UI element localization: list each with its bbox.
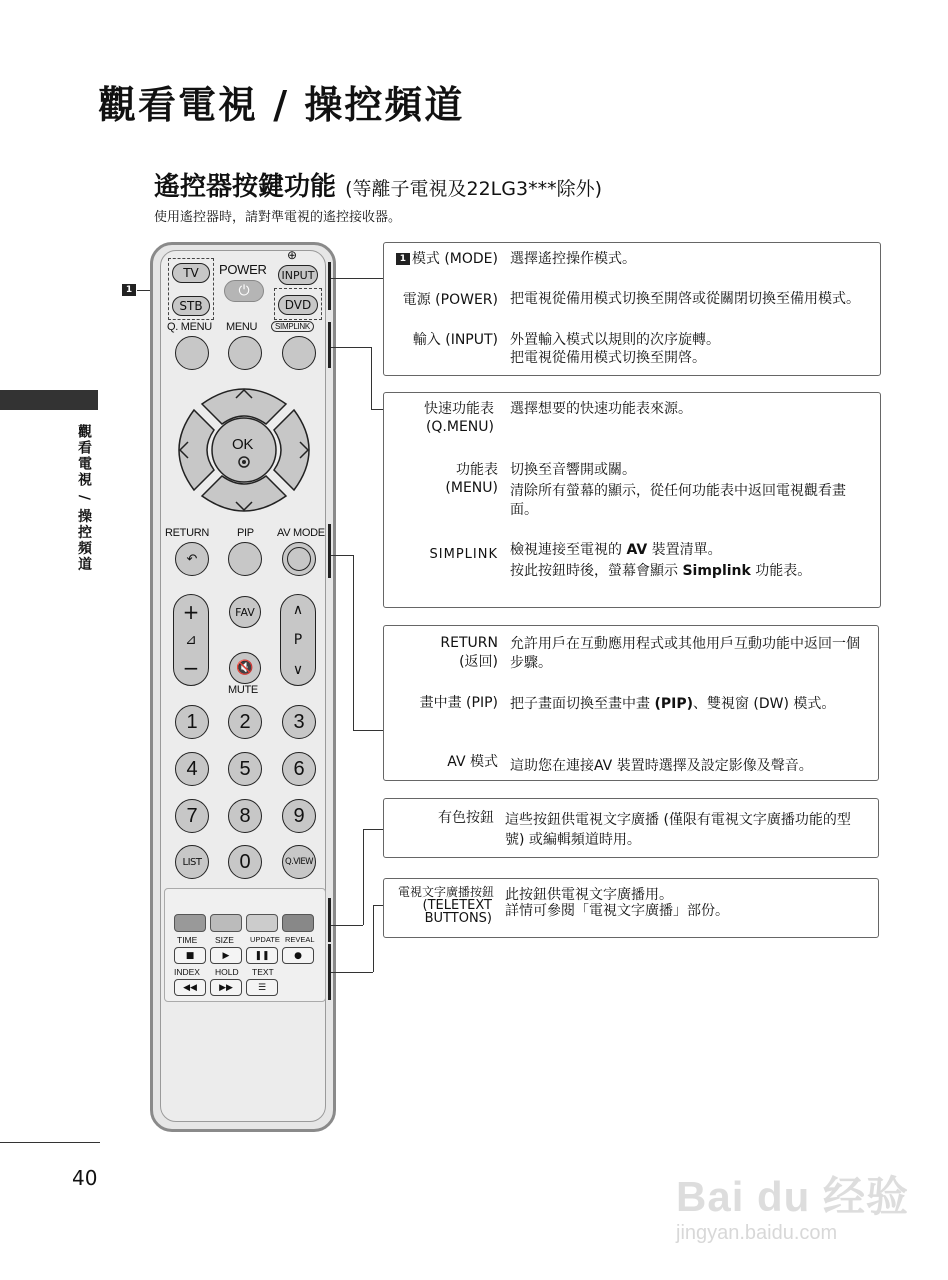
hold-label: HOLD <box>215 967 239 977</box>
input-desc-2: 把電視從備用模式切換至開啓。 <box>510 350 706 366</box>
simplink-desc-1 <box>510 542 880 559</box>
num-0-button[interactable]: 0 <box>228 845 262 879</box>
simplink-desc-1a: 檢視連接至電視的 <box>510 542 627 558</box>
return-icon: ↶ <box>186 551 198 567</box>
simplink-desc-1c: 裝置清單。 <box>647 542 722 558</box>
update-button[interactable] <box>246 947 278 964</box>
input-icon: ⊕ <box>287 248 297 262</box>
page-title: 觀看電視 / 操控頻道 <box>98 83 465 127</box>
list-button[interactable]: LIST <box>175 845 209 879</box>
qmenu-label: Q. MENU <box>167 321 212 333</box>
teletext-box-label-1: 電視文字廣播按鈕 <box>397 885 494 899</box>
bracket-bar-2 <box>328 322 331 368</box>
simplink-button[interactable] <box>282 336 316 370</box>
mute-label: MUTE <box>228 684 258 696</box>
simplink-desc-2c: 功能表。 <box>750 563 812 579</box>
connector-line <box>363 829 383 830</box>
program-rocker[interactable] <box>280 594 316 686</box>
simplink-desc-1b: AV <box>626 542 648 558</box>
program-label: P <box>293 632 303 648</box>
qmenu-box-label-1: 快速功能表 <box>424 401 494 417</box>
time-label: TIME <box>177 935 198 945</box>
fast-forward-icon: ▶▶ <box>219 982 233 993</box>
simplink-box-label: SIMPLINK <box>429 547 498 562</box>
menu-box-label-2: (MENU) <box>445 480 498 496</box>
connector-line <box>373 905 374 972</box>
pip-desc-a: 把子畫面切換至畫中畫 <box>510 696 655 712</box>
connector-line <box>331 278 383 279</box>
fav-button[interactable]: FAV <box>229 596 261 628</box>
input-desc-1: 外置輸入模式以規則的次序旋轉。 <box>510 332 720 348</box>
mode-label <box>388 251 498 268</box>
num-3-button[interactable]: 3 <box>282 705 316 739</box>
text-icon: ☰ <box>257 982 267 993</box>
ok-icon-dot <box>242 460 246 464</box>
simplink-label: SIMPLINK <box>271 321 314 332</box>
qmenu-button[interactable] <box>175 336 209 370</box>
pip-desc-b: (PIP) <box>654 696 693 712</box>
red-button[interactable] <box>174 914 206 932</box>
bottom-rule <box>0 1142 100 1143</box>
menu-desc-2: 清除所有螢幕的顯示，從任何功能表中返回電視觀看畫面。 <box>510 483 846 518</box>
pip-label: PIP <box>237 527 254 539</box>
bracket-bar-4 <box>328 898 331 942</box>
num-9-button[interactable]: 9 <box>282 799 316 833</box>
num-4-button[interactable]: 4 <box>175 752 209 786</box>
ok-label: OK <box>232 436 254 453</box>
dpad-left-button[interactable] <box>179 410 214 490</box>
pip-desc <box>510 695 850 714</box>
side-chapter-label: 觀看電視 / 操控頻道 <box>76 424 92 573</box>
teletext-desc-1: 此按鈕供電視文字廣播用。 <box>505 887 673 903</box>
menu-desc-1: 切換至音響開或關。 <box>510 462 636 478</box>
num-5-button[interactable]: 5 <box>228 752 262 786</box>
mute-button[interactable] <box>229 652 261 684</box>
green-button[interactable] <box>210 914 242 932</box>
color-box-label: 有色按鈕 <box>438 810 494 826</box>
simplink-desc-2a: 按此按鈕時後，螢幕會顯示 <box>510 563 683 579</box>
num-7-button[interactable]: 7 <box>175 799 209 833</box>
mode-desc: 選擇遙控操作模式。 <box>510 251 636 267</box>
callout-marker-1: 1 <box>122 284 136 296</box>
program-up-icon: ∧ <box>292 602 304 618</box>
update-label: UPDATE <box>250 935 280 944</box>
watermark-logo: Bai du 经验 <box>676 1173 910 1220</box>
volume-down-icon: − <box>182 656 200 680</box>
pip-box-label: 畫中畫 (PIP) <box>419 695 498 711</box>
num-1-button[interactable]: 1 <box>175 705 209 739</box>
connector-line <box>331 347 371 348</box>
hold-button[interactable] <box>210 979 242 996</box>
power-box-label: 電源 (POWER) <box>402 292 498 308</box>
dvd-button[interactable]: DVD <box>278 295 318 315</box>
qmenu-box-label-2: (Q.MENU) <box>425 419 494 435</box>
power-button[interactable] <box>224 280 264 302</box>
bracket-bar-1 <box>328 262 331 310</box>
input-box-label: 輸入 (INPUT) <box>412 332 498 348</box>
connector-line <box>331 555 353 556</box>
tv-button[interactable]: TV <box>172 263 210 283</box>
size-button[interactable] <box>210 947 242 964</box>
pip-desc-c: 、雙視窗 (DW) 模式。 <box>692 696 836 712</box>
connector-line <box>353 555 354 730</box>
avmode-button[interactable] <box>282 542 316 576</box>
side-tab-bar <box>0 390 98 410</box>
section-title <box>154 166 602 203</box>
return-desc: 允許用戶在互動應用程式或其他用戶互動功能中返回一個步驟。 <box>510 636 860 671</box>
mode-label-text: 模式 (MODE) <box>411 251 498 267</box>
yellow-button[interactable] <box>246 914 278 932</box>
play-icon: ▶ <box>222 950 230 961</box>
volume-icon: ⊿ <box>185 632 197 648</box>
connector-line <box>353 730 383 731</box>
color-desc: 這些按鈕供電視文字廣播 (僅限有電視文字廣播功能的型號) 或編輯頻道時用。 <box>505 812 851 848</box>
blue-button[interactable] <box>282 914 314 932</box>
menu-label: MENU <box>226 321 258 333</box>
rewind-icon: ◀◀ <box>183 982 197 993</box>
record-icon: ● <box>294 950 302 961</box>
watermark-url: jingyan.baidu.com <box>676 1222 838 1244</box>
connector-line <box>363 829 364 925</box>
text-label: TEXT <box>252 967 274 977</box>
index-button[interactable] <box>174 979 206 996</box>
power-icon: ⏻ <box>238 283 250 299</box>
stop-icon: ■ <box>185 950 195 961</box>
avmode-label: AV MODE <box>277 527 325 539</box>
connector-line <box>331 972 373 973</box>
menu-button[interactable] <box>228 336 262 370</box>
intro-text: 使用遙控器時，請對準電視的遙控接收器。 <box>154 210 402 225</box>
connector-line <box>331 925 363 926</box>
num-6-button[interactable]: 6 <box>282 752 316 786</box>
dpad-right-button[interactable] <box>274 410 309 490</box>
page-number: 40 <box>72 1166 98 1190</box>
pause-icon: ❚❚ <box>254 950 270 961</box>
qview-button[interactable]: Q.VIEW <box>282 845 316 879</box>
menu-box-label-1: 功能表 <box>456 462 498 478</box>
simplink-desc-2 <box>510 563 880 580</box>
text-button[interactable] <box>246 979 278 996</box>
avmode-icon <box>287 547 311 571</box>
program-down-icon: ∨ <box>292 662 304 678</box>
bracket-bar-3 <box>328 524 331 578</box>
section-title-main: 遙控器按鍵功能 <box>154 172 337 202</box>
teletext-box-label-3: BUTTONS) <box>424 911 492 926</box>
time-button[interactable] <box>174 947 206 964</box>
teletext-desc-2: 詳情可參閱「電視文字廣播」部份。 <box>505 903 729 919</box>
power-desc: 把電視從備用模式切換至開啓或從關閉切換至備用模式。 <box>510 291 860 307</box>
return-box-label-2: (返回) <box>459 654 498 670</box>
section-subtitle: (等離子電視及22LG3***除外) <box>345 178 602 200</box>
reveal-button[interactable] <box>282 947 314 964</box>
volume-up-icon: + <box>182 600 200 624</box>
connector-line <box>371 347 372 409</box>
volume-rocker[interactable] <box>173 594 209 686</box>
qmenu-desc: 選擇想要的快速功能表來源。 <box>510 401 692 417</box>
return-button[interactable] <box>175 542 209 576</box>
simplink-desc-2b: Simplink <box>682 563 751 579</box>
index-label: INDEX <box>174 967 200 977</box>
return-label: RETURN <box>165 527 210 539</box>
reveal-label: REVEAL <box>285 935 315 944</box>
pip-button[interactable] <box>228 542 262 576</box>
mute-icon: 🔇 <box>236 660 254 676</box>
size-label: SIZE <box>215 935 234 945</box>
avmode-box-label: AV 模式 <box>447 754 498 770</box>
input-button[interactable]: INPUT <box>278 265 318 285</box>
stb-button[interactable]: STB <box>172 296 210 316</box>
return-box-label-1: RETURN <box>440 635 498 651</box>
teletext-box-label-2: (TELETEXT <box>422 898 492 913</box>
avmode-desc: 這助您在連接AV 裝置時選擇及設定影像及聲音。 <box>510 758 813 774</box>
num-2-button[interactable]: 2 <box>228 705 262 739</box>
power-label: POWER <box>219 262 267 277</box>
mode-marker: 1 <box>396 253 410 265</box>
num-8-button[interactable]: 8 <box>228 799 262 833</box>
